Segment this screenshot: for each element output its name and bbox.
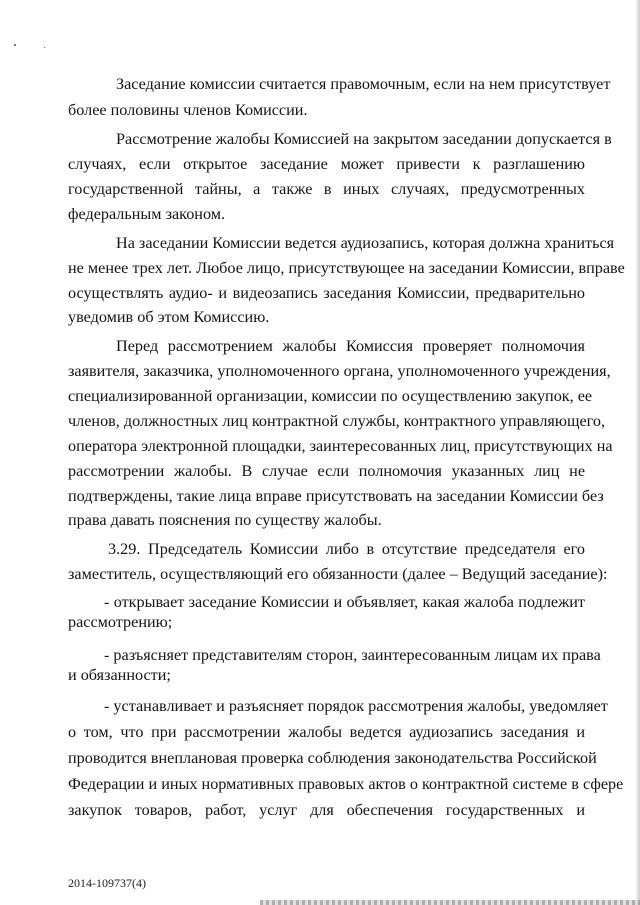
text-line: - разъясняет представителям сторон, заинтересованным лицам их права <box>104 646 601 664</box>
scan-speck <box>14 44 16 46</box>
text-line: Рассмотрение жалобы Комиссией на закрытом заседании допускается в <box>116 130 612 148</box>
text-line: закупок товаров, работ, услуг для обеспечения государственных и <box>68 801 585 819</box>
text-line: уведомив об этом Комиссию. <box>68 308 270 326</box>
scan-speck <box>44 47 45 48</box>
text-line: проводится внеплановая проверка соблюдения законодательства Российской <box>68 749 597 767</box>
text-line: Федерации и иных нормативных правовых актов о контрактной системе в сфере <box>68 775 624 793</box>
text-line: - устанавливает и разъясняет порядок рассмотрения жалобы, уведомляет <box>104 697 608 715</box>
scan-edge <box>636 0 640 905</box>
text-line: специализированной организации, комиссии по осуществлению закупок, ее <box>68 387 593 405</box>
text-line: - открывает заседание Комиссии и объявляет, какая жалоба подлежит <box>104 593 585 611</box>
text-line: рассмотрении жалобы. В случае если полномочия указанных лиц не <box>68 462 585 480</box>
text-line: членов, должностных лиц контрактной службы, контрактного управляющего, <box>68 412 605 430</box>
text-line: государственной тайны, а также в иных случаях, предусмотренных <box>68 180 585 198</box>
text-line: На заседании Комиссии ведется аудиозапись, которая должна храниться <box>116 234 615 252</box>
text-line: не менее трех лет. Любое лицо, присутствующее на заседании Комиссии, вправе <box>68 259 625 277</box>
text-line: случаях, если открытое заседание может привести к разглашению <box>68 155 585 173</box>
text-line: права давать пояснения по существу жалобы. <box>68 511 382 529</box>
text-line: оператора электронной площадки, заинтересованных лиц, присутствующих на <box>68 437 613 455</box>
text-line: 3.29. Председатель Комиссии либо в отсутствие председателя его <box>108 540 585 558</box>
text-line: Перед рассмотрением жалобы Комиссия проверяет полномочия <box>116 337 585 355</box>
text-line: Заседание комиссии считается правомочным, если на нем присутствует <box>116 75 611 93</box>
text-line: заместитель, осуществляющий его обязанности (далее – Ведущий заседание): <box>68 565 608 583</box>
text-line: осуществлять аудио- и видеозапись заседания Комиссии, предварительно <box>68 284 585 302</box>
text-line: более половины членов Комиссии. <box>68 101 308 119</box>
text-line: заявителя, заказчика, уполномоченного органа, уполномоченного учреждения, <box>68 362 611 380</box>
text-line: о том, что при рассмотрении жалобы ведется аудиозапись заседания и <box>68 723 585 741</box>
text-line: подтверждены, такие лица вправе присутствовать на заседании Комиссии без <box>68 487 604 505</box>
text-line: и обязанности; <box>68 666 171 684</box>
scan-bottom-edge <box>260 900 640 905</box>
text-line: рассмотрению; <box>68 613 173 631</box>
text-line: федеральным законом. <box>68 205 226 223</box>
document-footer-id: 2014-109737(4) <box>68 876 146 890</box>
